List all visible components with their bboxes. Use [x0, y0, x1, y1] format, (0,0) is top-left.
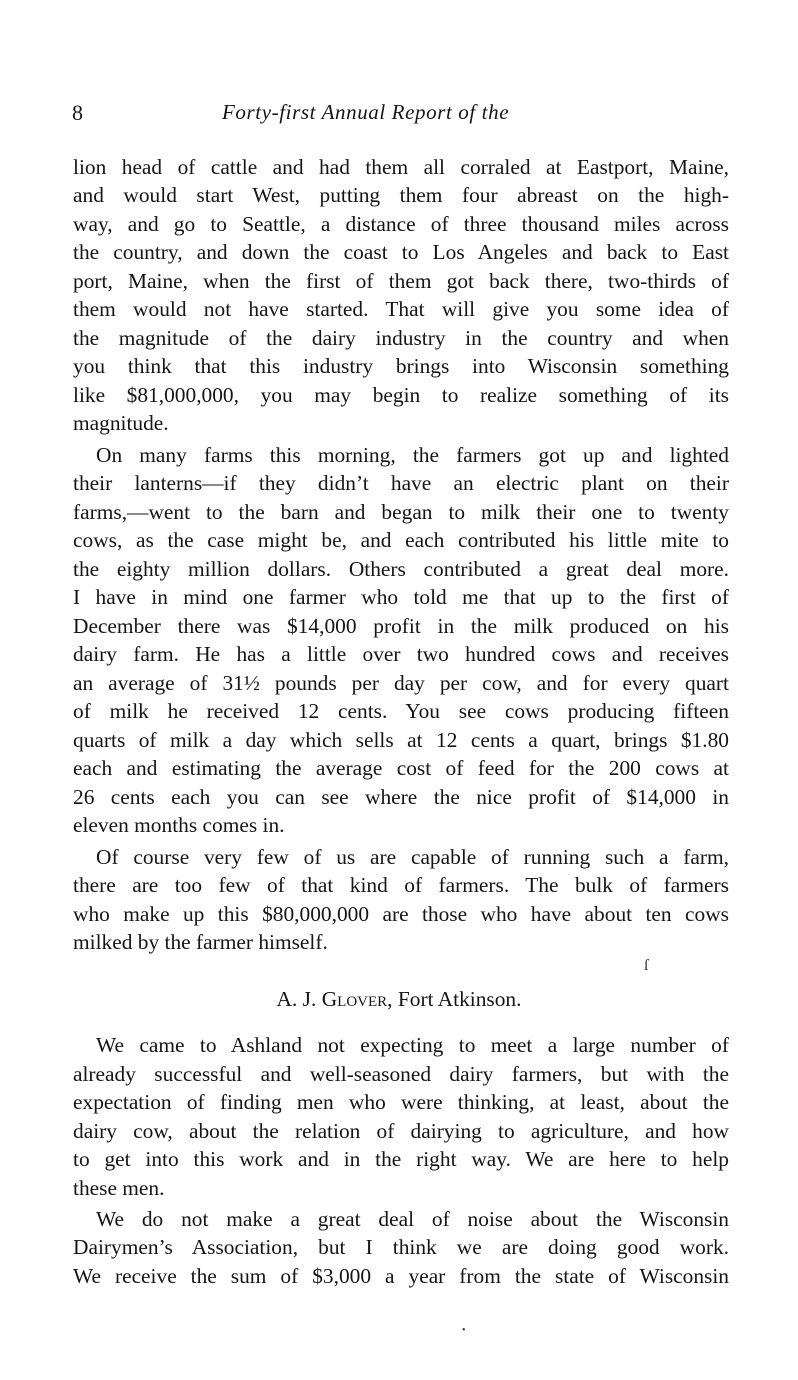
text-line: cows, as the case might be, and each contributed his little mite to — [73, 528, 729, 552]
ink-mark: ſ — [644, 957, 649, 974]
text-line: and would start West, putting them four abreast on the high- — [73, 183, 729, 207]
text-line: already successful and well-seasoned dairy farmers, but with the — [73, 1062, 729, 1086]
text-line: We do not make a great deal of noise about the Wisconsin — [96, 1207, 729, 1231]
text-line: their lanterns—if they didn’t have an electric plant on their — [73, 471, 729, 495]
text-line: On many farms this morning, the farmers got up and lighted — [96, 443, 729, 467]
text-line: them would not have started. That will give you some idea of — [73, 297, 729, 321]
ink-dot: • — [462, 1325, 466, 1336]
speaker-place: Fort Atkinson. — [397, 987, 522, 1011]
text-line: We receive the sum of $3,000 a year from the state of Wisconsin — [73, 1264, 729, 1288]
text-line: Dairymen’s Association, but I think we are doing good work. — [73, 1235, 729, 1259]
speaker-heading — [0, 985, 798, 1013]
text-line: eleven months comes in. — [73, 813, 285, 837]
text-line: dairy farm. He has a little over two hundred cows and receives — [73, 642, 729, 666]
text-line: an average of 31½ pounds per day per cow, and for every quart — [73, 671, 729, 695]
text-line: the magnitude of the dairy industry in the country and when — [73, 326, 729, 350]
page-header — [72, 100, 732, 132]
speaker-initials: A. J. — [276, 987, 317, 1011]
text-line: port, Maine, when the first of them got back there, two-thirds of — [73, 269, 729, 293]
text-line: expectation of finding men who were thinking, at least, about the — [73, 1090, 729, 1114]
text-line: quarts of milk a day which sells at 12 cents a quart, brings $1.80 — [73, 728, 729, 752]
text-line: December there was $14,000 profit in the milk produced on his — [73, 614, 729, 638]
page-number: 8 — [72, 100, 83, 125]
text-line: magnitude. — [73, 411, 169, 435]
text-line: dairy cow, about the relation of dairying to agriculture, and how — [73, 1119, 729, 1143]
text-line: these men. — [73, 1176, 165, 1200]
text-line: who make up this $80,000,000 are those who have about ten cows — [73, 902, 729, 926]
text-line: the eighty million dollars. Others contributed a great deal more. — [73, 557, 729, 581]
text-line: 26 cents each you can see where the nice profit of $14,000 in — [73, 785, 729, 809]
text-line: farms,—went to the barn and began to milk their one to twenty — [73, 500, 729, 524]
text-line: of milk he received 12 cents. You see cows producing fifteen — [73, 699, 729, 723]
text-line: I have in mind one farmer who told me that up to the first of — [73, 585, 729, 609]
text-line: lion head of cattle and had them all corraled at Eastport, Maine, — [73, 155, 729, 179]
running-title: Forty-first Annual Report of the — [222, 100, 510, 124]
text-line: We came to Ashland not expecting to meet a large number of — [96, 1033, 729, 1057]
text-line: you think that this industry brings into Wisconsin something — [73, 354, 729, 378]
text-line: way, and go to Seattle, a distance of three thousand miles across — [73, 212, 729, 236]
speaker-surname: Glover, — [321, 987, 393, 1011]
text-line: each and estimating the average cost of feed for the 200 cows at — [73, 756, 729, 780]
text-line: milked by the farmer himself. — [73, 930, 328, 954]
text-line: the country, and down the coast to Los Angeles and back to East — [73, 240, 729, 264]
text-line: to get into this work and in the right way. We are here to help — [73, 1147, 729, 1171]
text-line: there are too few of that kind of farmers. The bulk of farmers — [73, 873, 729, 897]
text-line: Of course very few of us are capable of running such a farm, — [96, 845, 729, 869]
text-line: like $81,000,000, you may begin to realize something of its — [73, 383, 729, 407]
